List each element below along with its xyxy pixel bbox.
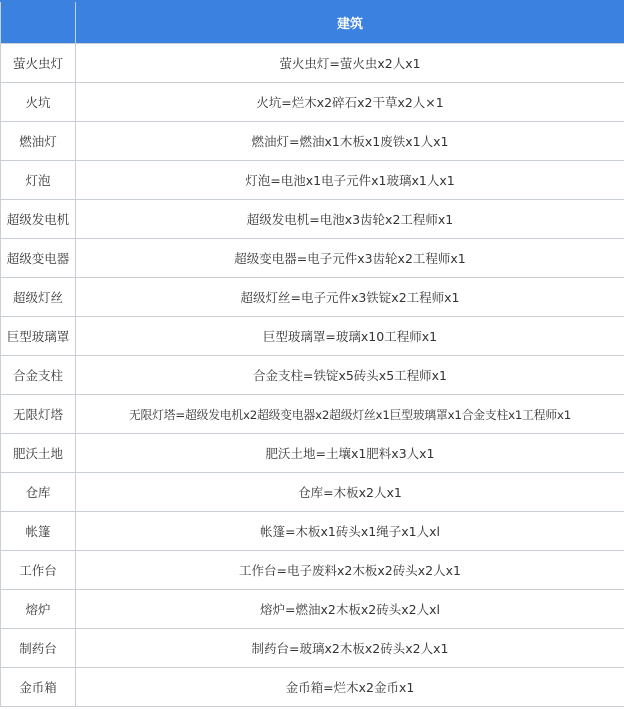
- building-name: 合金支柱: [1, 356, 76, 395]
- building-name: 萤火虫灯: [1, 44, 76, 83]
- table-row: [1, 434, 624, 473]
- table-row: [1, 629, 624, 668]
- table-row: [1, 590, 624, 629]
- table-row: [1, 83, 624, 122]
- building-recipe: 超级灯丝=电子元件x3铁锭x2工程师x1: [76, 278, 624, 317]
- building-name: 工作台: [1, 551, 76, 590]
- building-recipe: 制药台=玻璃x2木板x2砖头x2人x1: [76, 629, 624, 668]
- table-row: [1, 668, 624, 707]
- table-row: [1, 317, 624, 356]
- table-row: [1, 122, 624, 161]
- building-recipe: 仓库=木板x2人x1: [76, 473, 624, 512]
- building-name: 金币箱: [1, 668, 76, 707]
- table-row: [1, 356, 624, 395]
- building-name: 制药台: [1, 629, 76, 668]
- building-recipe: 合金支柱=铁锭x5砖头x5工程师x1: [76, 356, 624, 395]
- building-recipe: 灯泡=电池x1电子元件x1玻璃x1人x1: [76, 161, 624, 200]
- building-recipe: 金币箱=烂木x2金币x1: [76, 668, 624, 707]
- building-name: 帐篷: [1, 512, 76, 551]
- building-name: 巨型玻璃罩: [1, 317, 76, 356]
- building-recipe: 肥沃土地=土壤x1肥料x3人x1: [76, 434, 624, 473]
- table-row: [1, 395, 624, 434]
- building-name: 火坑: [1, 83, 76, 122]
- table-row: [1, 473, 624, 512]
- building-recipe: 熔炉=燃油x2木板x2砖头x2人xl: [76, 590, 624, 629]
- building-name: 熔炉: [1, 590, 76, 629]
- building-name: 燃油灯: [1, 122, 76, 161]
- building-recipe: 火坑=烂木x2碎石x2干草x2人×1: [76, 83, 624, 122]
- building-recipe: 超级变电器=电子元件x3齿轮x2工程师x1: [76, 239, 624, 278]
- table-header-row: [1, 1, 624, 44]
- building-recipe: 巨型玻璃罩=玻璃x10工程师x1: [76, 317, 624, 356]
- table-row: [1, 200, 624, 239]
- building-name: 肥沃土地: [1, 434, 76, 473]
- building-recipe: 帐篷=木板x1砖头x1绳子x1人xl: [76, 512, 624, 551]
- building-name: 超级变电器: [1, 239, 76, 278]
- table-row: [1, 551, 624, 590]
- table-title: 建筑: [76, 1, 624, 44]
- table-row: [1, 44, 624, 83]
- building-recipe: 无限灯塔=超级发电机x2超级变电器x2超级灯丝x1巨型玻璃罩x1合金支柱x1工程师x1: [76, 395, 624, 434]
- building-name: 仓库: [1, 473, 76, 512]
- building-name: 超级发电机: [1, 200, 76, 239]
- table-row: [1, 239, 624, 278]
- building-recipe: 萤火虫灯=萤火虫x2人x1: [76, 44, 624, 83]
- building-recipe: 超级发电机=电池x3齿轮x2工程师x1: [76, 200, 624, 239]
- building-name: 无限灯塔: [1, 395, 76, 434]
- building-name: 灯泡: [1, 161, 76, 200]
- building-recipe: 工作台=电子废料x2木板x2砖头x2人x1: [76, 551, 624, 590]
- table-row: [1, 161, 624, 200]
- table-body: [1, 44, 624, 707]
- header-blank-cell: [1, 1, 76, 44]
- building-recipe: 燃油灯=燃油x1木板x1废铁x1人x1: [76, 122, 624, 161]
- table-row: [1, 278, 624, 317]
- building-name: 超级灯丝: [1, 278, 76, 317]
- table-row: [1, 512, 624, 551]
